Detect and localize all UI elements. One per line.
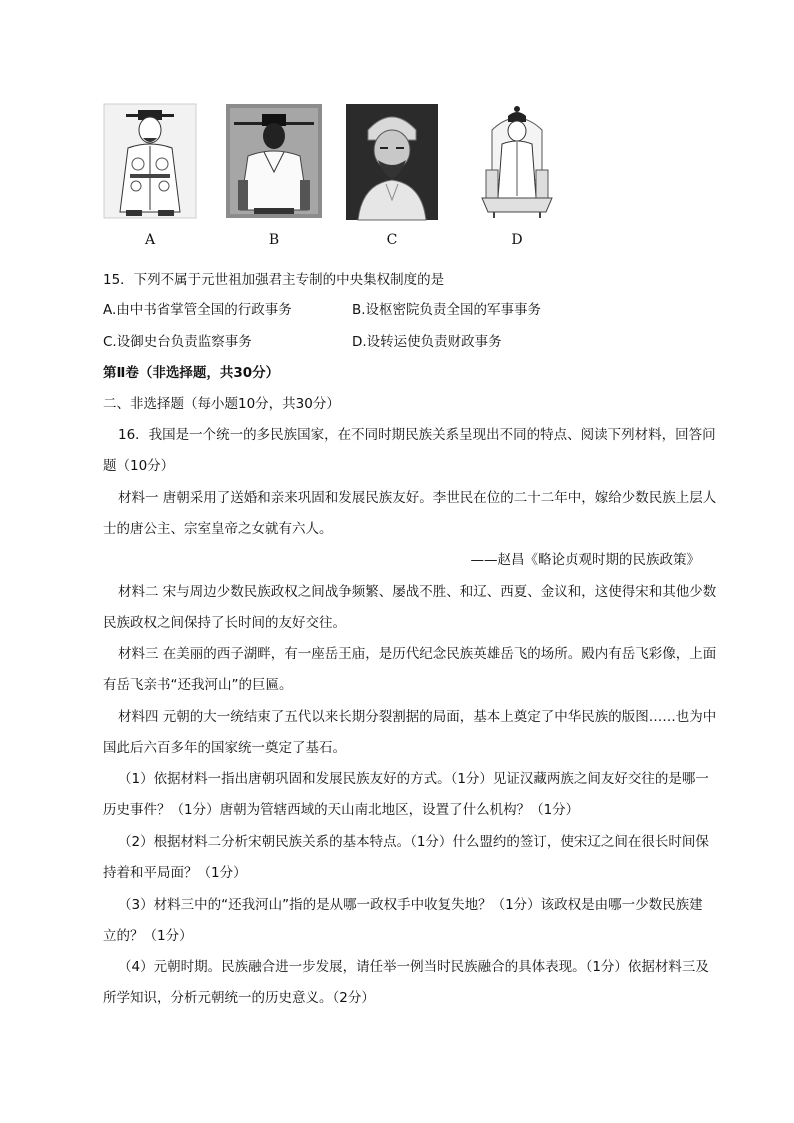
subquestion-3-line-2: 立的？（1分） [103,928,193,944]
emperor-portrait-b-icon [224,100,324,222]
q15-option-a: A.由中书省掌管全国的行政事务 [103,302,292,318]
emperor-portrait-d-icon [472,100,562,222]
portrait-d [472,100,562,248]
subquestion-1-line-1: （1）依据材料一指出唐朝巩固和发展民族友好的方式。（1分）见证汉藏两族之间友好交往的是哪一 [118,771,709,787]
portrait-a [100,100,200,248]
portrait-d-label: D [511,232,523,248]
material-2-line-1: 材料二 宋与周边少数民族政权之间战争频繁、屡战不胜、和辽、西夏、金议和，这使得宋和其他少数 [118,584,717,600]
q15-option-c: C.设御史台负责监察事务 [103,334,252,350]
subquestion-3-line-1: （3）材料三中的“还我河山”指的是从哪一政权手中收复失地？（1分）该政权是由哪一少数民族建 [118,897,703,913]
material-1-line-1: 材料一 唐朝采用了送婚和亲来巩固和发展民族友好。李世民在位的二十二年中，嫁给少数民族上层人 [118,490,717,506]
section-2-title: 第Ⅱ卷（非选择题，共30分） [103,365,280,381]
portrait-c [346,100,438,248]
subquestion-4-line-2: 所学知识，分析元朝统一的历史意义。（2分） [103,990,375,1006]
portrait-a-label: A [144,232,156,248]
subquestion-1-line-2: 历史事件？（1分）唐朝为管辖西域的天山南北地区，设置了什么机构？（1分） [103,802,580,818]
q15-stem: 15．下列不属于元世祖加强君主专制的中央集权制度的是 [103,272,445,288]
portrait-row [100,100,580,252]
material-4-line-1: 材料四 元朝的大一统结束了五代以来长期分裂割据的局面，基本上奠定了中华民族的版图……也为中 [118,709,717,725]
material-2-line-2: 民族政权之间保持了长时间的友好交往。 [103,615,346,631]
material-3-line-2: 有岳飞亲书“还我河山”的巨匾。 [103,677,293,693]
section-2-subtitle: 二、非选择题（每小题10分，共30分） [103,396,340,412]
emperor-portrait-a-icon [100,100,200,222]
portrait-c-label: C [386,232,398,248]
material-1-source: ——赵昌《略论贞观时期的民族政策》 [470,552,700,568]
material-1-line-2: 士的唐公主、宗室皇帝之女就有六人。 [103,521,333,537]
portrait-b [224,100,324,248]
portrait-b-label: B [268,232,280,248]
material-3-line-1: 材料三 在美丽的西子湖畔，有一座岳王庙，是历代纪念民族英雄岳飞的场所。殿内有岳飞彩像，上面 [118,646,717,662]
q16-stem-line-2: 题（10分） [103,458,175,474]
q15-option-d: D.设转运使负责财政事务 [352,334,502,350]
subquestion-2-line-2: 持着和平局面？（1分） [103,865,247,881]
material-4-line-2: 国此后六百多年的国家统一奠定了基石。 [103,740,346,756]
subquestion-4-line-1: （4）元朝时期。民族融合进一步发展，请任举一例当时民族融合的具体表现。（1分）依据材料三及 [118,959,709,975]
q16-stem-line-1: 16．我国是一个统一的多民族国家，在不同时期民族关系呈现出不同的特点、阅读下列材料，回答问 [118,427,716,443]
emperor-portrait-c-icon [346,100,438,222]
q15-option-b: B.设枢密院负责全国的军事事务 [352,302,542,318]
subquestion-2-line-1: （2）根据材料二分析宋朝民族关系的基本特点。（1分）什么盟约的签订，使宋辽之间在很长时间保 [118,834,709,850]
